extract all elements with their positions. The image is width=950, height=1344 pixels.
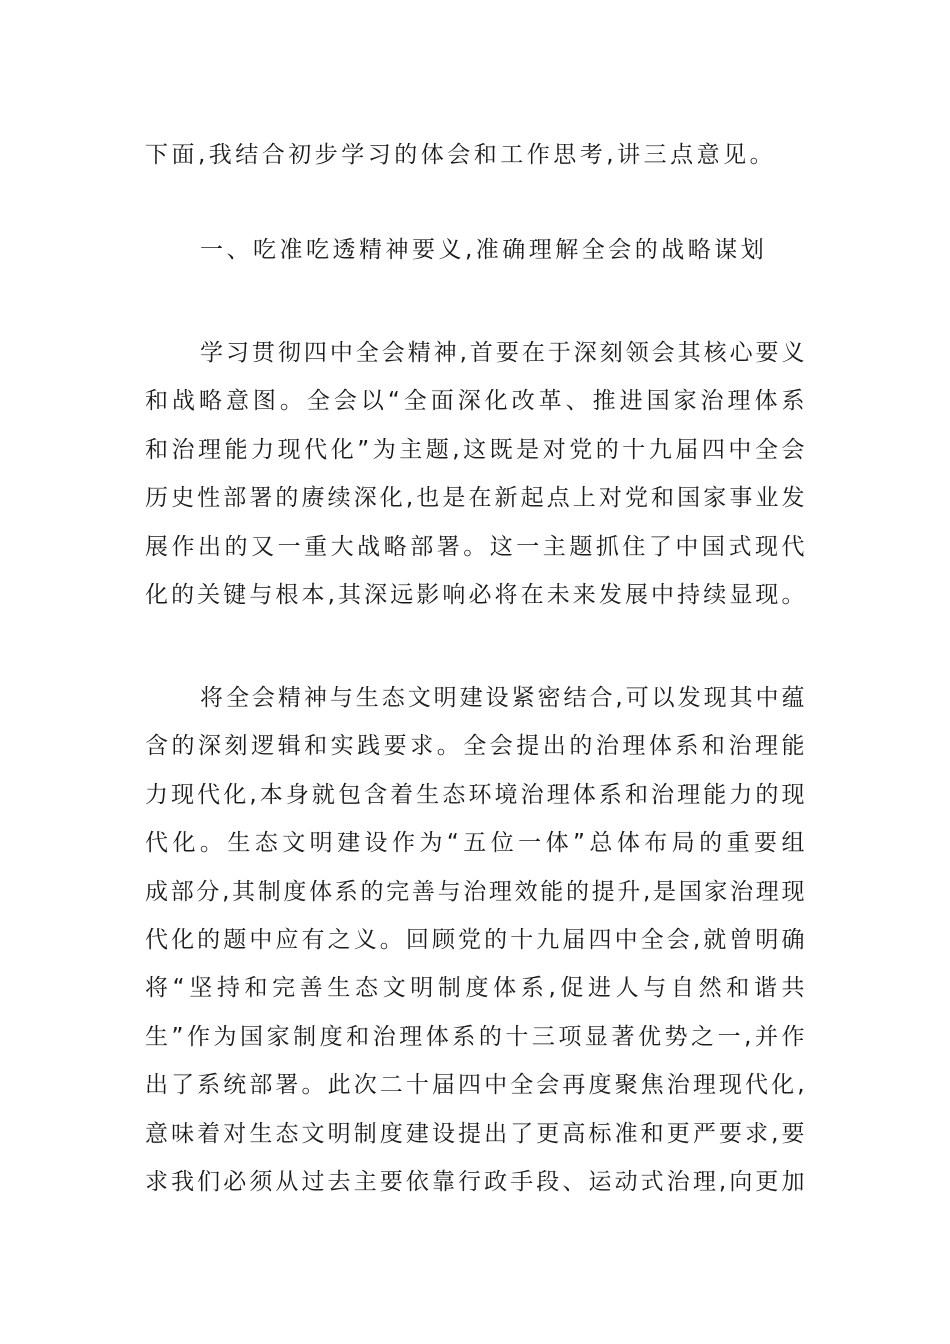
paragraph-line: 力现代化,本身就包含着生态环境治理体系和治理能力的现 bbox=[145, 782, 805, 808]
intro-text: 下面,我结合初步学习的体会和工作思考,讲三点意见。 bbox=[145, 142, 777, 168]
paragraph-line: 意味着对生态文明制度建设提出了更高标准和更严要求,要 bbox=[145, 1121, 805, 1147]
paragraph-line: 代化。生态文明建设作为“五位一体”总体布局的重要组 bbox=[145, 830, 805, 856]
paragraph-line: 出了系统部署。此次二十届四中全会再度聚焦治理现代化, bbox=[145, 1072, 805, 1098]
paragraph-line: 代化的题中应有之义。回顾党的十九届四中全会,就曾明确 bbox=[145, 927, 805, 953]
paragraph-line: 成部分,其制度体系的完善与治理效能的提升,是国家治理现 bbox=[145, 879, 805, 905]
paragraph-line: 含的深刻逻辑和实践要求。全会提出的治理体系和治理能 bbox=[145, 733, 805, 759]
paragraph-line: 将全会精神与生态文明建设紧密结合,可以发现其中蕴 bbox=[200, 685, 805, 711]
paragraph-line: 学习贯彻四中全会精神,首要在于深刻领会其核心要义 bbox=[200, 340, 805, 366]
paragraph-line: 将“坚持和完善生态文明制度体系,促进人与自然和谐共 bbox=[145, 975, 805, 1001]
paragraph-line: 和治理能力现代化”为主题,这既是对党的十九届四中全会 bbox=[145, 437, 805, 463]
section-heading-1: 一、吃准吃透精神要义,准确理解全会的战略谋划 bbox=[200, 237, 768, 263]
paragraph-line: 生”作为国家制度和治理体系的十三项显著优势之一,并作 bbox=[145, 1024, 805, 1050]
paragraph-line: 展作出的又一重大战略部署。这一主题抓住了中国式现代 bbox=[145, 534, 805, 560]
paragraph-line: 历史性部署的赓续深化,也是在新起点上对党和国家事业发 bbox=[145, 485, 805, 511]
paragraph-line: 求我们必须从过去主要依靠行政手段、运动式治理,向更加 bbox=[145, 1169, 805, 1195]
paragraph-line: 化的关键与根本,其深远影响必将在未来发展中持续显现。 bbox=[145, 582, 805, 608]
paragraph-line: 和战略意图。全会以“全面深化改革、推进国家治理体系 bbox=[145, 388, 805, 414]
